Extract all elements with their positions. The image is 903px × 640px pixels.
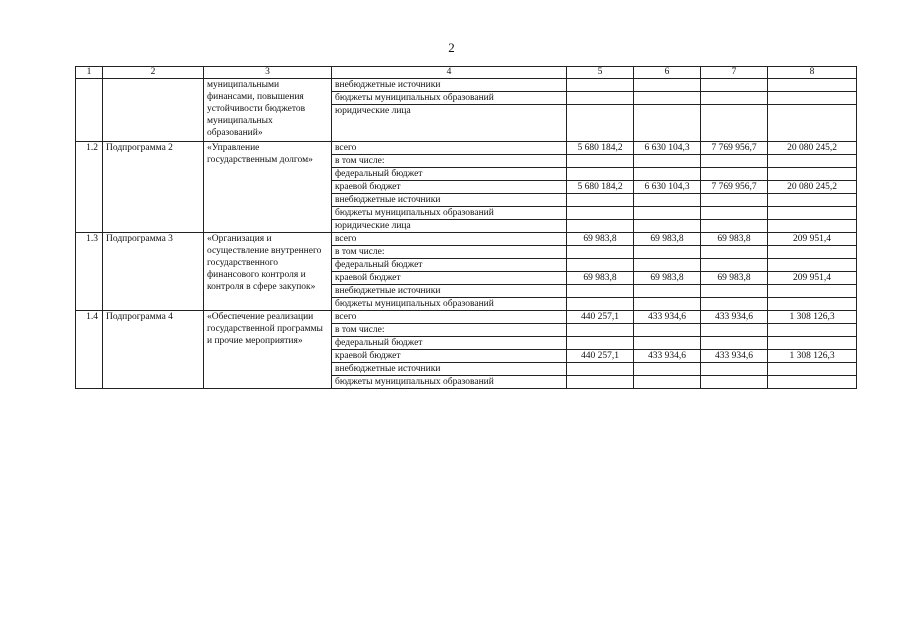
value-cell <box>634 79 701 92</box>
value-cell <box>567 220 634 233</box>
value-cell <box>701 155 768 168</box>
value-cell: 69 983,8 <box>701 272 768 285</box>
value-cell <box>768 285 857 298</box>
source-cell: юридические лица <box>332 105 567 142</box>
value-cell <box>701 168 768 181</box>
column-header: 6 <box>634 67 701 79</box>
source-cell: краевой бюджет <box>332 181 567 194</box>
source-cell: федеральный бюджет <box>332 168 567 181</box>
source-cell: федеральный бюджет <box>332 337 567 350</box>
subprogram-cell: Подпрограмма 3 <box>103 233 204 311</box>
column-header: 7 <box>701 67 768 79</box>
value-cell <box>768 168 857 181</box>
source-cell: внебюджетные источники <box>332 79 567 92</box>
value-cell: 6 630 104,3 <box>634 181 701 194</box>
value-cell: 20 080 245,2 <box>768 181 857 194</box>
value-cell <box>634 298 701 311</box>
table-row <box>76 233 857 246</box>
value-cell <box>634 92 701 105</box>
value-cell <box>567 337 634 350</box>
value-cell <box>634 337 701 350</box>
column-header: 4 <box>332 67 567 79</box>
value-cell <box>567 79 634 92</box>
value-cell <box>634 220 701 233</box>
index-cell: 1.4 <box>76 311 103 389</box>
value-cell <box>701 259 768 272</box>
subprogram-cell <box>103 79 204 142</box>
value-cell <box>634 285 701 298</box>
value-cell: 69 983,8 <box>567 233 634 246</box>
subprogram-cell: Подпрограмма 2 <box>103 142 204 233</box>
value-cell <box>567 285 634 298</box>
value-cell: 433 934,6 <box>701 350 768 363</box>
source-cell: бюджеты муниципальных образований <box>332 207 567 220</box>
value-cell: 7 769 956,7 <box>701 142 768 155</box>
source-cell: бюджеты муниципальных образований <box>332 298 567 311</box>
value-cell <box>768 155 857 168</box>
value-cell: 433 934,6 <box>701 311 768 324</box>
value-cell <box>768 246 857 259</box>
value-cell <box>701 298 768 311</box>
subprogram-name-cell: «Организация и осуществление внутреннего государственного финансового контроля и контроля в сфере закупок» <box>204 233 332 311</box>
value-cell <box>701 337 768 350</box>
column-header: 1 <box>76 67 103 79</box>
value-cell <box>634 168 701 181</box>
value-cell: 69 983,8 <box>634 272 701 285</box>
value-cell <box>701 220 768 233</box>
source-cell: федеральный бюджет <box>332 259 567 272</box>
value-cell <box>768 298 857 311</box>
value-cell <box>634 246 701 259</box>
value-cell <box>701 376 768 389</box>
index-cell: 1.2 <box>76 142 103 233</box>
value-cell <box>768 363 857 376</box>
value-cell: 6 630 104,3 <box>634 142 701 155</box>
value-cell: 5 680 184,2 <box>567 181 634 194</box>
value-cell <box>701 194 768 207</box>
budget-table <box>75 66 857 389</box>
value-cell <box>567 105 634 142</box>
value-cell <box>768 194 857 207</box>
value-cell: 1 308 126,3 <box>768 350 857 363</box>
value-cell <box>567 155 634 168</box>
index-cell: 1.3 <box>76 233 103 311</box>
index-cell <box>76 79 103 142</box>
value-cell <box>701 324 768 337</box>
value-cell: 1 308 126,3 <box>768 311 857 324</box>
value-cell: 440 257,1 <box>567 350 634 363</box>
value-cell <box>567 92 634 105</box>
source-cell: внебюджетные источники <box>332 363 567 376</box>
value-cell: 69 983,8 <box>701 233 768 246</box>
source-cell: в том числе: <box>332 155 567 168</box>
table-row <box>76 311 857 324</box>
value-cell: 209 951,4 <box>768 233 857 246</box>
source-cell: юридические лица <box>332 220 567 233</box>
subprogram-name-cell: «Обеспечение реализации государственной программы и прочие мероприятия» <box>204 311 332 389</box>
value-cell <box>768 324 857 337</box>
value-cell: 433 934,6 <box>634 350 701 363</box>
source-cell: всего <box>332 311 567 324</box>
value-cell <box>768 259 857 272</box>
column-header: 5 <box>567 67 634 79</box>
source-cell: бюджеты муниципальных образований <box>332 92 567 105</box>
value-cell <box>701 79 768 92</box>
column-header: 3 <box>204 67 332 79</box>
value-cell: 7 769 956,7 <box>701 181 768 194</box>
page-number: 2 <box>448 40 455 55</box>
column-header: 2 <box>103 67 204 79</box>
value-cell: 5 680 184,2 <box>567 142 634 155</box>
source-cell: всего <box>332 233 567 246</box>
value-cell <box>768 79 857 92</box>
value-cell: 440 257,1 <box>567 311 634 324</box>
subprogram-cell: Подпрограмма 4 <box>103 311 204 389</box>
value-cell <box>701 105 768 142</box>
value-cell: 69 983,8 <box>567 272 634 285</box>
value-cell <box>567 259 634 272</box>
value-cell: 209 951,4 <box>768 272 857 285</box>
value-cell <box>768 207 857 220</box>
value-cell <box>768 105 857 142</box>
value-cell <box>567 363 634 376</box>
value-cell <box>567 376 634 389</box>
value-cell <box>634 363 701 376</box>
value-cell <box>634 324 701 337</box>
value-cell <box>768 376 857 389</box>
value-cell <box>567 168 634 181</box>
source-cell: краевой бюджет <box>332 350 567 363</box>
value-cell <box>768 92 857 105</box>
value-cell <box>567 246 634 259</box>
value-cell <box>634 194 701 207</box>
source-cell: в том числе: <box>332 324 567 337</box>
value-cell <box>634 259 701 272</box>
value-cell <box>701 363 768 376</box>
value-cell <box>567 324 634 337</box>
source-cell: краевой бюджет <box>332 272 567 285</box>
value-cell <box>768 220 857 233</box>
value-cell <box>634 105 701 142</box>
table-row <box>76 142 857 155</box>
value-cell <box>634 155 701 168</box>
value-cell <box>701 92 768 105</box>
column-header: 8 <box>768 67 857 79</box>
value-cell <box>768 337 857 350</box>
value-cell <box>701 246 768 259</box>
source-cell: в том числе: <box>332 246 567 259</box>
subprogram-name-cell: муниципальными финансами, повышения устойчивости бюджетов муниципальных образований» <box>204 79 332 142</box>
value-cell: 20 080 245,2 <box>768 142 857 155</box>
value-cell: 69 983,8 <box>634 233 701 246</box>
value-cell <box>701 207 768 220</box>
source-cell: внебюджетные источники <box>332 194 567 207</box>
value-cell <box>567 207 634 220</box>
value-cell <box>634 376 701 389</box>
source-cell: всего <box>332 142 567 155</box>
value-cell <box>567 298 634 311</box>
table-header-row <box>76 67 857 79</box>
subprogram-name-cell: «Управление государственным долгом» <box>204 142 332 233</box>
table-row <box>76 79 857 92</box>
value-cell <box>634 207 701 220</box>
value-cell <box>567 194 634 207</box>
value-cell <box>701 285 768 298</box>
value-cell: 433 934,6 <box>634 311 701 324</box>
source-cell: внебюджетные источники <box>332 285 567 298</box>
source-cell: бюджеты муниципальных образований <box>332 376 567 389</box>
